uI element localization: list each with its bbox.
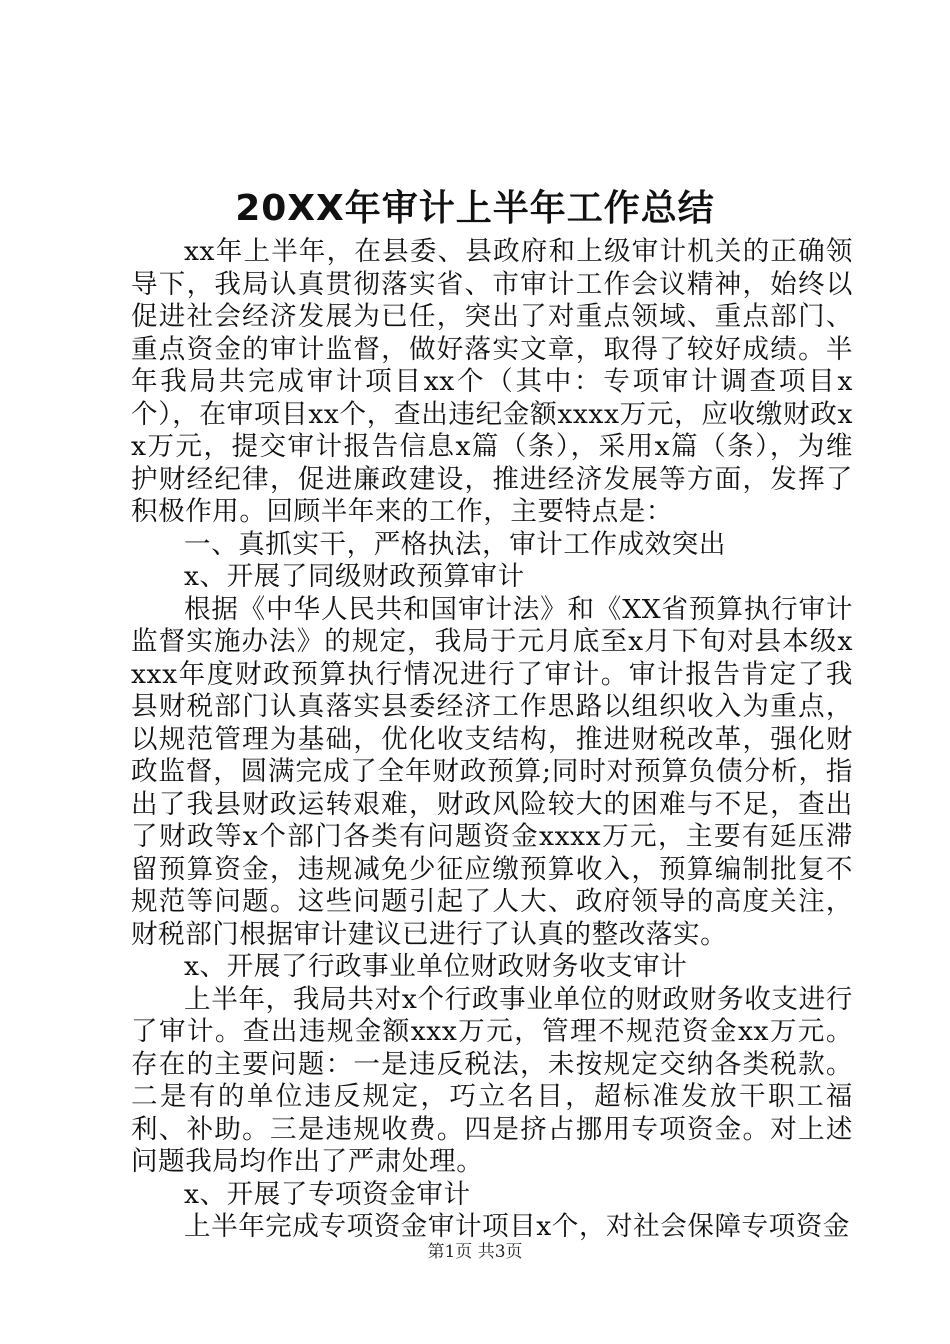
subsection-heading-special-funds-audit: x、开展了专项资金审计: [184, 1178, 471, 1210]
admin-audit-paragraph: 上半年，我局共对x个行政事业单位的财政财务收支进行了审计。查出违规金额xxx万元，管理不规范资金xx万元。存在的主要问题：一是违反税法，未按规定交纳各类税款。二是有的单位违反规定，巧立名目，超标准发放干职工福利、补助。三是违规收费。四是挤占挪用专项资金。对上述问题我局均作出了严肃处理。: [131, 983, 853, 1177]
document-body: [131, 236, 853, 1244]
section-heading-1: 一、真抓实干，严格执法，审计工作成效突出: [184, 528, 726, 560]
document-title: 20XX年审计上半年工作总结: [235, 188, 715, 229]
subsection-heading-budget-audit: x、开展了同级财政预算审计: [184, 561, 525, 592]
page-number-footer: 第1页 共3页: [427, 1242, 523, 1262]
subsection-heading-admin-audit: x、开展了行政事业单位财政财务收支审计: [184, 951, 688, 982]
intro-paragraph: xx年上半年，在县委、县政府和上级审计机关的正确领导下，我局认真贯彻落实省、市审计工作会议精神，始终以促进社会经济发展为已任，突出了对重点领域、重点部门、重点资金的审计监督，做好落实文章，取得了较好成绩。半年我局共完成审计项目xx个（其中：专项审计调查项目x个），在审项目xx个，查出违纪金额xxxx万元，应收缴财政xx万元，提交审计报告信息x篇（条），采用x篇（条），为维护财经纪律，促进廉政建设，推进经济发展等方面，发挥了积极作用。回顾半年来的工作，主要特点是：: [131, 236, 853, 527]
budget-audit-paragraph: 根据《中华人民共和国审计法》和《XX省预算执行审计监督实施办法》的规定，我局于元月底至x月下旬对县本级xxxx年度财政预算执行情况进行了审计。审计报告肯定了我县财税部门认真落实县委经济工作思路以组织收入为重点，以规范管理为基础，优化收支结构，推进财税改革，强化财政监督，圆满完成了全年财政预算;同时对预算负债分析，指出了我县财政运转艰难，财政风险较大的困难与不足，查出了财政等x个部门各类有问题资金xxxx万元，主要有延压滞留预算资金，违规减免少征应缴预算收入，预算编制批复不规范等问题。这些问题引起了人大、政府领导的高度关注，财税部门根据审计建议已进行了认真的整改落实。: [131, 593, 853, 950]
special-funds-paragraph: 上半年完成专项资金审计项目x个，对社会保障专项资金: [184, 1211, 850, 1242]
